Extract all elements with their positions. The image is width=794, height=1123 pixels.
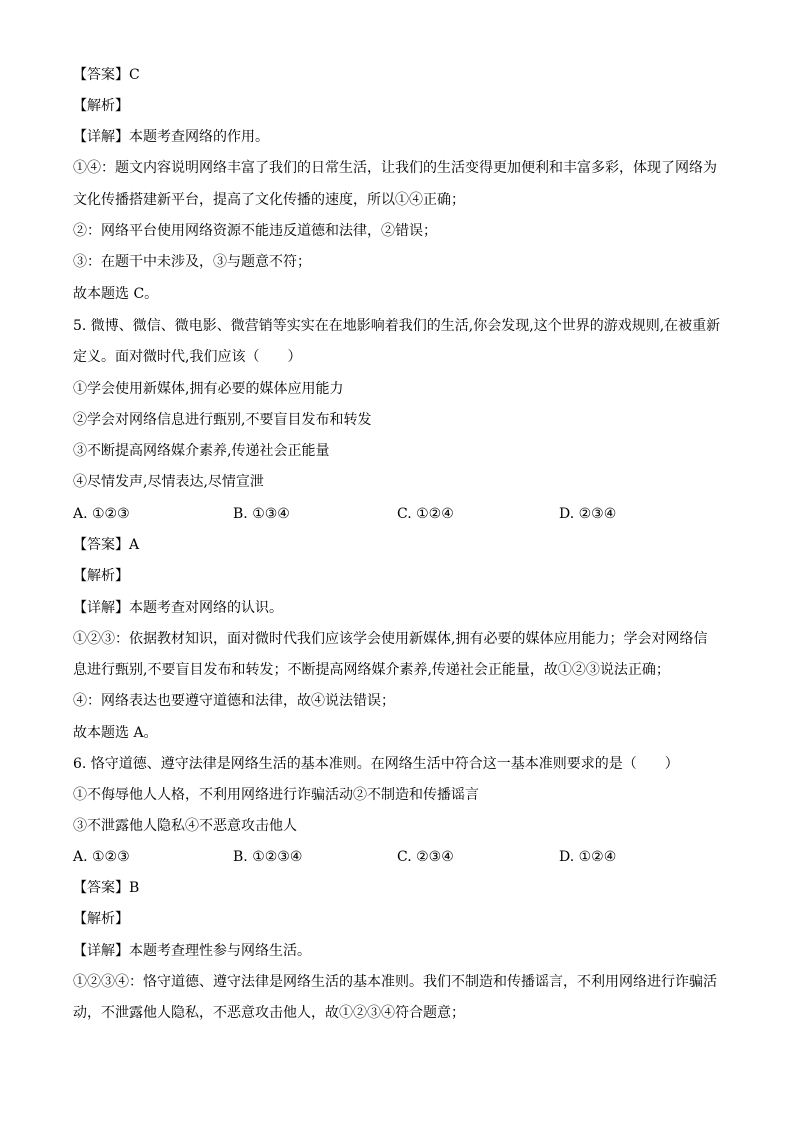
detail-line: 【详解】本题考查网络的作用。 — [73, 129, 269, 145]
option-d: D. ②③④ — [559, 506, 617, 522]
analysis-label: 【解析】 — [73, 568, 129, 584]
analysis-label: 【解析】 — [73, 911, 129, 927]
question-6-item: ①不侮辱他人人格，不利用网络进行诈骗活动②不制造和传播谣言 — [73, 787, 479, 803]
option-b: B. ①③④ — [233, 506, 290, 522]
conclusion-line: 故本题选 A。 — [73, 725, 158, 741]
detail-line: 息进行甄别,不要盲目发布和转发；不断提高网络媒介素养,传递社会正能量，故①②③说法正确； — [73, 662, 670, 678]
answer-label: 【答案】C — [73, 67, 140, 83]
option-b: B. ①②③④ — [233, 849, 303, 865]
detail-line: ④：网络表达也要遵守道德和法律，故④说法错误； — [73, 693, 395, 709]
answer-label: 【答案】A — [73, 537, 140, 553]
detail-line: ①②③：依据教材知识，面对微时代我们应该学会使用新媒体,拥有必要的媒体应用能力；学会对网络信 — [73, 631, 708, 647]
detail-line: 动，不泄露他人隐私，不恶意攻击他人，故①②③④符合题意； — [73, 1005, 465, 1021]
question-5-item: ④尽情发声,尽情表达,尽情宣泄 — [73, 474, 264, 490]
detail-line: 文化传播搭建新平台，提高了文化传播的速度，所以①④正确； — [73, 192, 465, 208]
option-a: A. ①②③ — [73, 506, 130, 522]
detail-line: ①②③④：恪守道德、遵守法律是网络生活的基本准则。我们不制造和传播谣言，不利用网络进行诈骗活 — [73, 974, 717, 990]
answer-label: 【答案】B — [73, 880, 140, 896]
option-a: A. ①②③ — [73, 849, 130, 865]
conclusion-line: 故本题选 C。 — [73, 286, 159, 302]
question-5-item: ③不断提高网络媒介素养,传递社会正能量 — [73, 443, 330, 459]
detail-line: ①④：题文内容说明网络丰富了我们的日常生活，让我们的生活变得更加便利和丰富多彩，体现了网络为 — [73, 160, 717, 176]
question-5-stem: 定义。面对微时代,我们应该（ ） — [73, 349, 302, 365]
detail-line: 【详解】本题考查理性参与网络生活。 — [73, 943, 311, 959]
question-5-stem: 5. 微博、微信、微电影、微营销等实实在在地影响着我们的生活,你会发现,这个世界的游戏规则,在被重新 — [73, 318, 721, 334]
option-c: C. ②③④ — [397, 849, 454, 865]
question-5-item: ①学会使用新媒体,拥有必要的媒体应用能力 — [73, 381, 344, 397]
option-c: C. ①②④ — [397, 506, 454, 522]
question-6-stem: 6. 恪守道德、遵守法律是网络生活的基本准则。在网络生活中符合这一基本准则要求的是（ ） — [73, 756, 679, 772]
detail-line: 【详解】本题考查对网络的认识。 — [73, 600, 283, 616]
analysis-label: 【解析】 — [73, 98, 129, 114]
option-d: D. ①②④ — [559, 849, 617, 865]
question-6-item: ③不泄露他人隐私④不恶意攻击他人 — [73, 818, 297, 834]
detail-line: ②：网络平台使用网络资源不能违反道德和法律，②错误； — [73, 223, 437, 239]
question-6-options — [73, 848, 733, 866]
question-5-item: ②学会对网络信息进行甄别,不要盲目发布和转发 — [73, 412, 372, 428]
detail-line: ③：在题干中未涉及，③与题意不符； — [73, 254, 311, 270]
question-5-options — [73, 505, 733, 523]
